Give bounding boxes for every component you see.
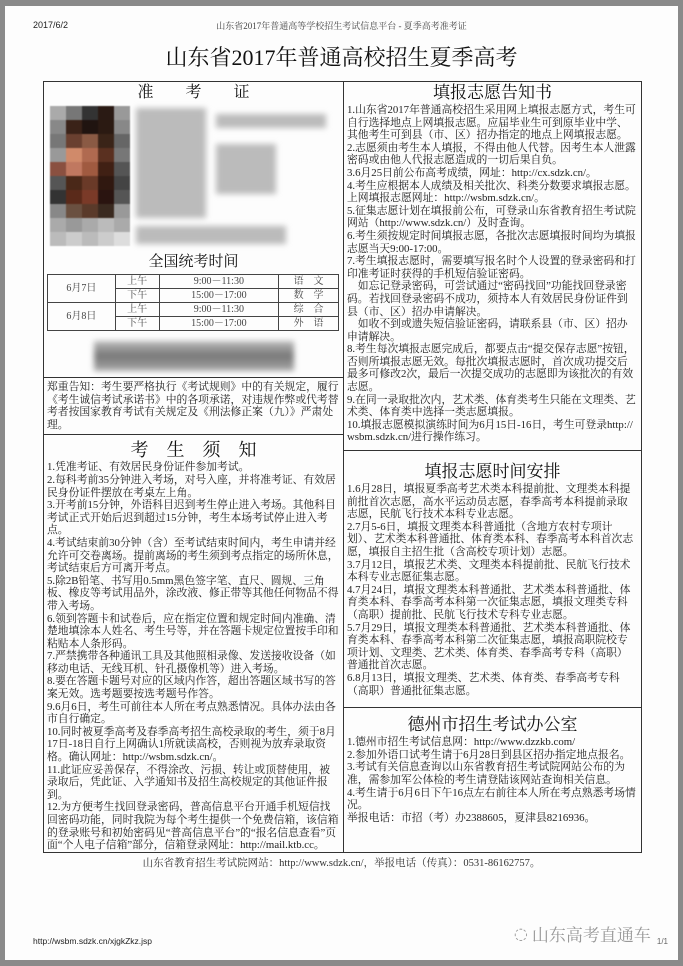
list-item: 11.此证应妥善保存，不得涂改、污损、转让或顶替使用，被录取后，凭此证、入学通知书及招生高校规定的其他证件报到。 bbox=[47, 763, 331, 801]
ticket-info bbox=[44, 82, 343, 274]
print-header-title: 山东省2017年普通高等学校招生考试信息平台 - 夏季高考准考证 bbox=[216, 21, 467, 31]
photo-pixel bbox=[50, 120, 66, 134]
photo-pixel bbox=[66, 204, 82, 218]
photo-pixel bbox=[82, 190, 98, 204]
photo-pixel bbox=[82, 218, 98, 232]
document-title: 山东省2017年普通高校招生夏季高考 bbox=[165, 45, 518, 70]
list-item: 10.填报志愿模拟演练时间为6月15日-16日，考生可登录http://wsbm.sdzk.cn/进行操作练习。 bbox=[347, 418, 633, 444]
photo-pixel bbox=[114, 134, 130, 148]
list-item: 6.考生须按规定时间填报志愿，各批次志愿填报时间均为填报志愿当天9:00-17:00。 bbox=[347, 229, 636, 255]
list-item: 4.考生请于6月6日下午16点左右前往本人所在考点熟悉考场情况。 bbox=[347, 786, 636, 812]
cell-period: 下午 bbox=[115, 317, 159, 331]
list-item: 4.7月24日，填报文理类本科普通批、艺术类本科普通批、体育类本科、春季高考本科第一次征集志愿，填报文理类专科（高职）提前批、民航飞行技术专科专业志愿。 bbox=[347, 583, 631, 621]
photo-pixel bbox=[98, 120, 114, 134]
photo-pixel bbox=[98, 162, 114, 176]
photo-pixel bbox=[66, 176, 82, 190]
list-item: 3.7月12日，填报艺术类、文理类本科提前批、民航飞行技术本科专业志愿征集志愿。 bbox=[347, 558, 631, 584]
cell-period: 上午 bbox=[115, 275, 159, 289]
solemn-notice: 郑重告知：考生要严格执行《考试规则》中的有关规定，履行《考生诚信考试承诺书》中的各项承诺，对违规作弊或代考替考者按国家教育考试有关规定及《刑法修正案（九）》严肃处理。 bbox=[47, 381, 339, 431]
photo-pixel bbox=[50, 176, 66, 190]
redacted-bar bbox=[94, 341, 294, 371]
list-item: 10.同时被夏季高考及春季高考招生高校录取的考生，须于8月17日-18日自行上网确认1所就读高校，否则视为放弃录取资格。确认网址：http://wsbm.sdzk.cn/。 bbox=[47, 725, 336, 764]
cell-subject: 数 学 bbox=[279, 289, 339, 303]
cell-period: 上午 bbox=[115, 303, 159, 317]
list-item: 如忘记登录密码，可尝试通过“密码找回”功能找回登录密码。若找回登录密码不成功，须持本人有效居民身份证件到县（市、区）招办申请解决。 bbox=[347, 280, 628, 318]
photo-pixel bbox=[82, 232, 98, 246]
list-item: 2.每科考前35分钟进入考场，对号入座，并将准考证、有效居民身份证件摆放在考桌左上角。 bbox=[47, 473, 336, 499]
list-item: 2.志愿须由考生本人填报，不得由他人代替。因考生本人泄露密码或由他人代报志愿造成的一切后果自负。 bbox=[347, 141, 636, 167]
photo-pixel bbox=[50, 232, 66, 246]
cell-date: 6月8日 bbox=[48, 303, 116, 331]
photo-pixel bbox=[114, 176, 130, 190]
list-item: 1.德州市招生考试信息网：http://www.dzzkb.com/ bbox=[347, 736, 576, 749]
local-office bbox=[344, 708, 641, 824]
cell-subject: 外 语 bbox=[279, 317, 339, 331]
photo-pixel bbox=[82, 204, 98, 218]
list-item: 3.6月25日前公布高考成绩，网址：http://cx.sdzk.cn/。 bbox=[347, 166, 597, 179]
list-item: 5.征集志愿计划在填报前公布，可登录山东省教育招生考试院网站（http://www.sdzk.cn/）及时查询。 bbox=[347, 204, 636, 230]
admission-ticket bbox=[43, 81, 642, 853]
photo-pixel bbox=[50, 148, 66, 162]
list-item: 9.在同一录取批次内，艺术类、体育类考生只能在文理类、艺术类、体育类中选择一类志愿填报。 bbox=[347, 393, 636, 419]
photo-pixel bbox=[82, 134, 98, 148]
watermark bbox=[514, 921, 651, 946]
photo-pixel bbox=[66, 162, 82, 176]
cell-period: 下午 bbox=[115, 289, 159, 303]
list-item: 1.凭准考证、有效居民身份证件参加考试。 bbox=[47, 461, 250, 474]
rules-list bbox=[44, 461, 343, 851]
photo-pixel bbox=[50, 190, 66, 204]
table-row bbox=[48, 303, 339, 317]
list-item: 2.参加外语口试考生请于6月28日到县区招办指定地点报名。 bbox=[347, 748, 631, 761]
bottom-right bbox=[514, 921, 668, 946]
photo-pixel bbox=[114, 162, 130, 176]
list-item: 6.8月13日，填报文理类、艺术类、体育类、春季高考专科（高职）普通批征集志愿。 bbox=[347, 671, 620, 697]
photo-pixel bbox=[82, 106, 98, 120]
application-notice-list bbox=[344, 104, 641, 444]
document-page bbox=[5, 6, 678, 960]
photo-pixel bbox=[114, 232, 130, 246]
local-office-list bbox=[344, 736, 641, 824]
photo-pixel bbox=[82, 162, 98, 176]
list-item: 8.要在答题卡题号对应的区域内作答，超出答题区域书写的答案无效。选考题要按选考题号作答。 bbox=[47, 675, 336, 701]
application-notice-title: 填报志愿告知书 bbox=[433, 83, 552, 102]
photo-pixel bbox=[82, 148, 98, 162]
list-item: 7.严禁携带各种通讯工具及其他照相录像、发送接收设备（如移动电话、无线耳机、针孔摄像机等）进入考场。 bbox=[47, 650, 336, 675]
table-row bbox=[48, 275, 339, 289]
right-column bbox=[344, 82, 641, 852]
cell-subject: 语 文 bbox=[279, 275, 339, 289]
photo-pixel bbox=[50, 218, 66, 232]
cell-date: 6月7日 bbox=[48, 275, 116, 303]
photo-pixel bbox=[50, 106, 66, 120]
photo-pixel bbox=[66, 190, 82, 204]
list-item: 1.6月28日，填报夏季高考艺术类本科提前批、文理类本科提前批首次志愿，高水平运动员志愿，春季高考本科提前录取志愿，民航飞行技术本科专业志愿。 bbox=[347, 483, 631, 521]
list-item: 5.除2B铅笔、书写用0.5mm黑色签字笔、直尺、圆规、三角板、橡皮等考试用品外，涂改液、修正带等其他任何物品不得带入考场。 bbox=[47, 574, 339, 612]
application-notice bbox=[344, 82, 641, 450]
local-office-title: 德州市招生考试办公室 bbox=[407, 715, 578, 735]
photo-pixel bbox=[98, 176, 114, 190]
photo-pixel bbox=[114, 204, 130, 218]
photo-pixel bbox=[98, 218, 114, 232]
photo-pixel bbox=[98, 232, 114, 246]
photo-pixel bbox=[98, 106, 114, 120]
page-number: 1/1 bbox=[656, 937, 668, 946]
photo-pixel bbox=[98, 134, 114, 148]
print-date: 2017/6/2 bbox=[33, 20, 69, 30]
cell-time: 15:00－17:00 bbox=[159, 317, 279, 331]
photo-pixel bbox=[50, 204, 66, 218]
list-item: 3.考试有关信息查询以山东省教育招生考试院网站公布的为准，需参加军公体检的考生请登陆该网站查询相关信息。 bbox=[347, 761, 626, 786]
photo-pixel bbox=[98, 148, 114, 162]
page-url: http://wsbm.sdzk.cn/xjgkZkz.jsp bbox=[33, 936, 153, 946]
photo-pixel bbox=[66, 106, 82, 120]
list-item: 6.领到答题卡和试卷后，应在指定位置和规定时间内准确、清楚地填涂本人姓名、考生号等，并在答题卡规定位置按手印和粘贴本人条形码。 bbox=[47, 612, 339, 650]
ticket-title: 准 考 证 bbox=[137, 84, 250, 101]
candidate-photo-redacted bbox=[50, 106, 130, 246]
watermark-text: 山东高考直通车 bbox=[531, 926, 651, 946]
exam-schedule-table bbox=[47, 274, 339, 331]
photo-pixel bbox=[66, 218, 82, 232]
list-item: 8.考生每次填报志愿完成后，都要点击“提交保存志愿”按钮，否则所填报志愿无效。每批次填报志愿时，首次成功提交后最多可修改2次，最后一次提交成功的志愿即为该批次的有效志愿。 bbox=[347, 343, 635, 394]
photo-pixel bbox=[98, 190, 114, 204]
list-item: 4.考试结束前30分钟（含）至考试结束时间内，考生申请并经允许可交卷离场。提前离场的考生须到考点指定的场所休息，考试结束后方可离开考点。 bbox=[47, 536, 339, 575]
photo-pixel bbox=[98, 204, 114, 218]
page-bottom bbox=[5, 901, 678, 946]
list-item: 4.考生应根据本人成绩及相关批次、科类分数要求填报志愿。上网填报志愿网址：http://wsbm.sdzk.cn/。 bbox=[347, 179, 636, 205]
photo-pixel bbox=[50, 134, 66, 148]
wechat-icon: ◌ bbox=[513, 924, 528, 943]
list-item: 5.7月29日，填报文理类本科普通批、艺术类本科普通批、体育类本科、春季高考本科第二次征集志愿，填报高职院校专项计划、文理类、艺术类、体育类、春季高考专科（高职）普通批首次志愿。 bbox=[347, 621, 631, 672]
cell-time: 9:00－11:30 bbox=[159, 275, 279, 289]
photo-pixel bbox=[50, 162, 66, 176]
photo-pixel bbox=[114, 148, 130, 162]
list-item: 3.开考前15分钟，外语科目迟到考生停止进入考场。其他科目考试正式开始后迟到超过15分钟，考生本场考试停止进入考点。 bbox=[47, 499, 336, 537]
photo-pixel bbox=[82, 120, 98, 134]
photo-pixel bbox=[114, 218, 130, 232]
photo-pixel bbox=[66, 120, 82, 134]
list-item: 举报电话：市招（考）办2388605，夏津县8216936。 bbox=[347, 811, 596, 824]
application-schedule-title: 填报志愿时间安排 bbox=[424, 462, 561, 482]
photo-pixel bbox=[66, 232, 82, 246]
application-schedule-list bbox=[344, 483, 641, 697]
photo-pixel bbox=[114, 190, 130, 204]
list-item: 9.6月6日，考生可前往本人所在考点熟悉情况。具体办法由各市自行确定。 bbox=[47, 700, 336, 726]
photo-pixel bbox=[114, 120, 130, 134]
exam-schedule-title: 全国统考时间 bbox=[148, 254, 239, 270]
rules-title: 考 生 须 知 bbox=[130, 440, 257, 461]
list-item: 1.山东省2017年普通高校招生采用网上填报志愿方式，考生可自行选择地点上网填报志愿。应届毕业生可到原毕业中学、其他考生可到县（市、区）招办指定的地点上网填报志愿。 bbox=[347, 104, 636, 142]
list-item: 7.考生填报志愿时，需要填写报名时个人设置的登录密码和打印准考证时获得的手机短信验证密码。 bbox=[347, 255, 636, 280]
left-column bbox=[44, 82, 344, 852]
cell-time: 9:00－11:30 bbox=[159, 303, 279, 317]
cell-subject: 综 合 bbox=[279, 303, 339, 317]
photo-pixel bbox=[82, 176, 98, 190]
list-item: 2.7月5-6日，填报文理类本科普通批（含地方农村专项计划）、艺术类本科普通批、体育类本科、春季高考本科首次志愿，填报自主招生批（含高校专项计划）志愿。 bbox=[347, 520, 634, 558]
cell-time: 15:00－17:00 bbox=[159, 289, 279, 303]
photo-pixel bbox=[66, 148, 82, 162]
list-item: 如收不到或遗失短信验证密码，请联系县（市、区）招办申请解决。 bbox=[347, 318, 628, 343]
candidate-rules bbox=[44, 435, 343, 851]
footer-contact: 山东省教育招生考试院网站：http://www.sdzk.cn/，举报电话（传真）：0531-86162757。 bbox=[142, 857, 541, 869]
application-schedule bbox=[344, 451, 641, 707]
candidate-info-redacted bbox=[136, 108, 332, 248]
list-item: 12.为方便考生找回登录密码，普高信息平台开通手机短信找回密码功能，同时我院为每个考生提供一个免费信箱，该信箱的登录账号和初始密码见“普高信息平台”的“报名信息查看”页面“个人电子信箱”部分，信箱登录网址：http://mail.ktb.cc。 bbox=[47, 801, 339, 852]
photo-pixel bbox=[114, 106, 130, 120]
photo-pixel bbox=[66, 134, 82, 148]
